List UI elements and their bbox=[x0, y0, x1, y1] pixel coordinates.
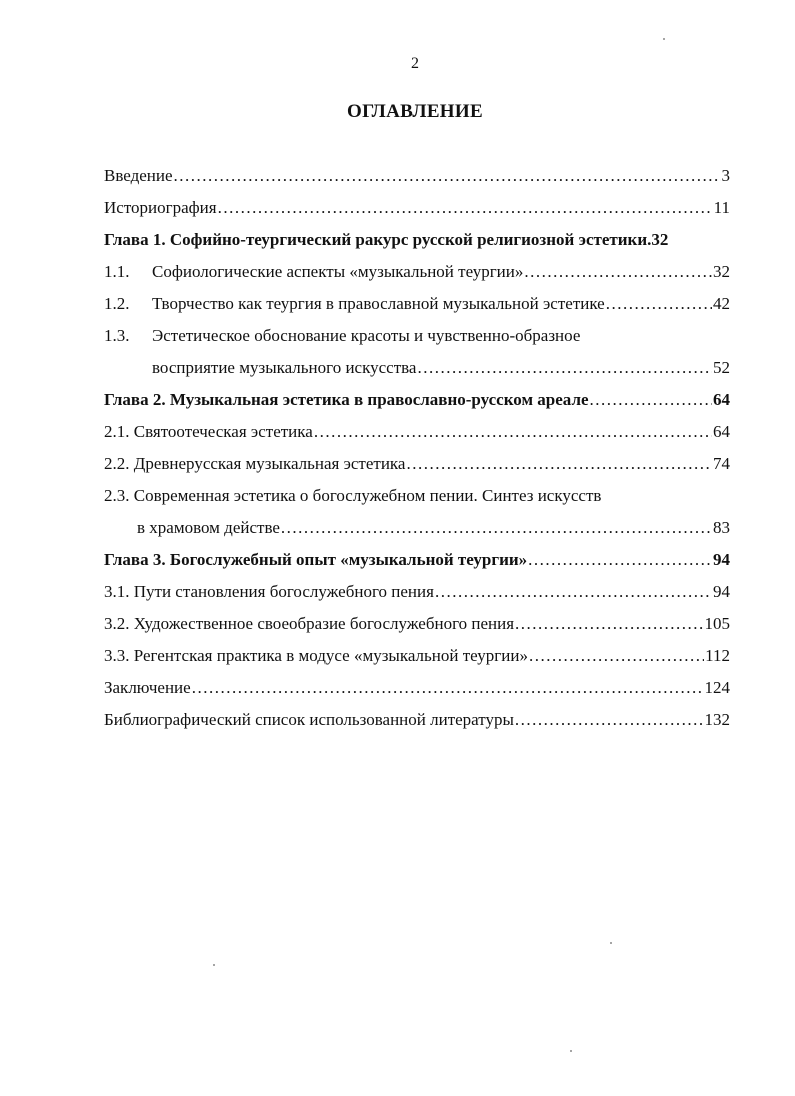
scan-speck bbox=[213, 964, 215, 966]
toc-entry-number: 1.2. bbox=[104, 294, 130, 313]
toc-entry-section-2-1[interactable] bbox=[104, 416, 730, 448]
toc-entry-page: 94 bbox=[713, 550, 730, 569]
toc-entry-historiography[interactable] bbox=[104, 192, 730, 224]
toc-entry-number: 1.1. bbox=[104, 262, 130, 281]
toc-entry-page: 32 bbox=[713, 262, 730, 281]
toc-entry-text: 2.2. Древнерусская музыкальная эстетика bbox=[104, 454, 406, 473]
table-of-contents bbox=[104, 160, 730, 736]
dot-leader bbox=[524, 256, 712, 288]
toc-entry-section-1-1[interactable] bbox=[104, 256, 730, 288]
toc-entry-section-2-3[interactable] bbox=[104, 480, 730, 512]
toc-entry-section-1-2[interactable] bbox=[104, 288, 730, 320]
toc-entry-page: 11 bbox=[713, 198, 730, 217]
toc-entry-text: Глава 1. Софийно-теургический ракурс русской религиозной эстетики. bbox=[104, 230, 652, 249]
toc-entry-page: 124 bbox=[704, 678, 730, 697]
dot-leader bbox=[606, 288, 712, 320]
toc-entry-page: 83 bbox=[713, 518, 730, 537]
toc-entry-page: 112 bbox=[705, 646, 730, 665]
toc-entry-text: 2.3. Современная эстетика о богослужебном пении. Синтез искусств bbox=[104, 486, 602, 505]
scan-speck bbox=[570, 1050, 572, 1052]
toc-entry-page: 42 bbox=[713, 294, 730, 313]
toc-entry-text: Глава 3. Богослужебный опыт «музыкальной теургии» bbox=[104, 550, 528, 569]
toc-entry-section-3-1[interactable] bbox=[104, 576, 730, 608]
toc-entry-page: 3 bbox=[721, 166, 730, 185]
toc-entry-text-continued: в храмовом действе bbox=[137, 518, 280, 537]
toc-entry-chapter-2[interactable] bbox=[104, 384, 730, 416]
dot-leader bbox=[590, 384, 712, 416]
toc-entry-section-1-3-continued[interactable] bbox=[104, 352, 730, 384]
dot-leader bbox=[314, 416, 712, 448]
toc-entry-bibliography[interactable] bbox=[104, 704, 730, 736]
dot-leader bbox=[417, 352, 712, 384]
toc-entry-page: 52 bbox=[713, 358, 730, 377]
toc-entry-page: 64 bbox=[713, 390, 730, 409]
toc-entry-text: 3.1. Пути становления богослужебного пения bbox=[104, 582, 434, 601]
toc-entry-number: 1.3. bbox=[104, 326, 130, 345]
dot-leader bbox=[528, 544, 712, 576]
toc-entry-text: Заключение bbox=[104, 678, 191, 697]
dot-leader bbox=[281, 512, 712, 544]
toc-entry-conclusion[interactable] bbox=[104, 672, 730, 704]
toc-entry-text: Глава 2. Музыкальная эстетика в православно-русском ареале bbox=[104, 390, 589, 409]
dot-leader bbox=[435, 576, 712, 608]
toc-entry-introduction[interactable] bbox=[104, 160, 730, 192]
dot-leader bbox=[515, 608, 703, 640]
toc-entry-section-3-2[interactable] bbox=[104, 608, 730, 640]
toc-entry-text: Творчество как теургия в православной музыкальной эстетике bbox=[152, 294, 605, 313]
dot-leader bbox=[529, 640, 704, 672]
toc-entry-page: 105 bbox=[704, 614, 730, 633]
toc-entry-section-1-3[interactable] bbox=[104, 320, 730, 352]
toc-entry-text: 3.2. Художественное своеобразие богослужебного пения bbox=[104, 614, 515, 633]
toc-entry-page: 32 bbox=[651, 230, 669, 249]
page-title: ОГЛАВЛЕНИЕ bbox=[347, 101, 483, 122]
dot-leader bbox=[406, 448, 712, 480]
toc-entry-page: 64 bbox=[713, 422, 730, 441]
toc-entry-text-continued: восприятие музыкального искусства bbox=[152, 358, 417, 377]
toc-entry-text: Введение bbox=[104, 166, 173, 185]
dot-leader bbox=[218, 192, 713, 224]
toc-entry-section-2-2[interactable] bbox=[104, 448, 730, 480]
scan-speck bbox=[663, 38, 665, 40]
scan-speck bbox=[610, 942, 612, 944]
toc-entry-chapter-3[interactable] bbox=[104, 544, 730, 576]
toc-entry-text: 2.1. Святоотеческая эстетика bbox=[104, 422, 313, 441]
toc-entry-page: 132 bbox=[704, 710, 730, 729]
page-number: 2 bbox=[411, 55, 419, 72]
toc-entry-section-2-3-continued[interactable] bbox=[104, 512, 730, 544]
dot-leader bbox=[174, 160, 721, 192]
dot-leader bbox=[192, 672, 704, 704]
toc-entry-text: Софиологические аспекты «музыкальной теургии» bbox=[152, 262, 524, 281]
toc-entry-page: 74 bbox=[713, 454, 730, 473]
toc-entry-text: Эстетическое обоснование красоты и чувственно-образное bbox=[152, 326, 581, 345]
toc-entry-text: Библиографический список использованной литературы bbox=[104, 710, 514, 729]
toc-entry-text: Историография bbox=[104, 198, 217, 217]
toc-entry-section-3-3[interactable] bbox=[104, 640, 730, 672]
dot-leader bbox=[515, 704, 704, 736]
toc-entry-page: 94 bbox=[713, 582, 730, 601]
toc-entry-text: 3.3. Регентская практика в модусе «музыкальной теургии» bbox=[104, 646, 528, 665]
toc-entry-chapter-1[interactable] bbox=[104, 224, 730, 256]
